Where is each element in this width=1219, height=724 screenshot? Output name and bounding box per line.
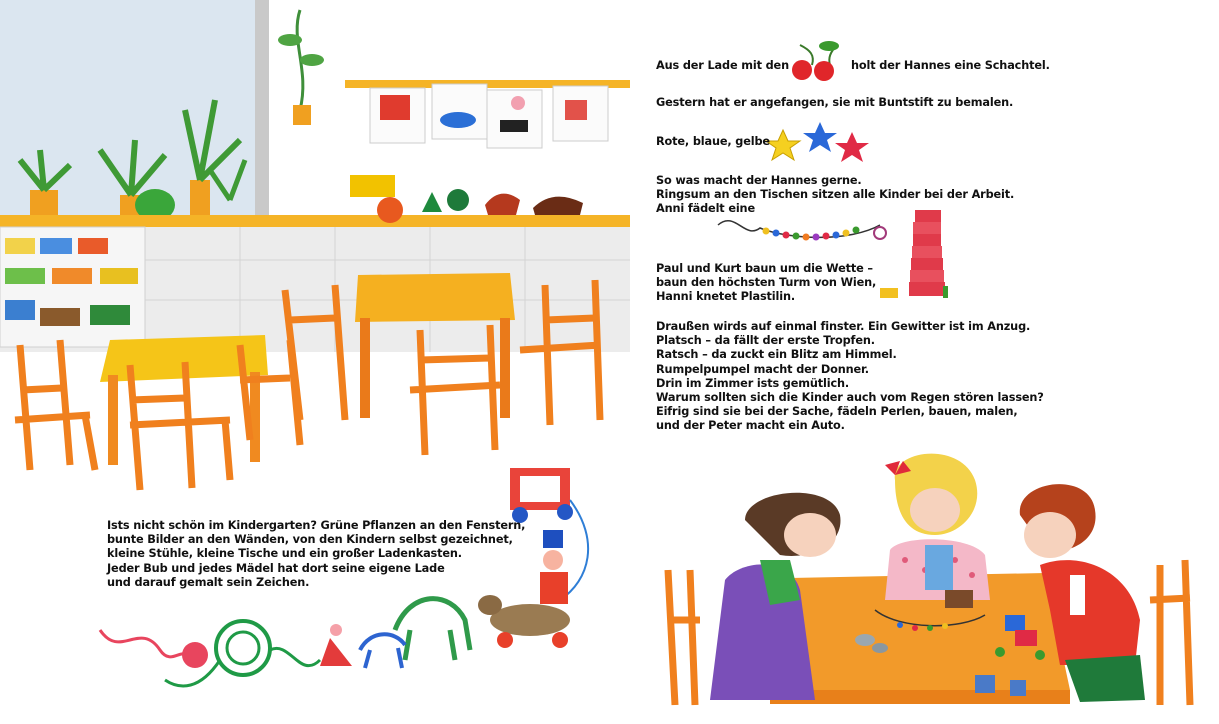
para3-line: Hanni knetet Plastilin. bbox=[656, 290, 795, 304]
para4-line: und der Peter macht ein Auto. bbox=[656, 419, 845, 433]
toy-dog bbox=[490, 604, 570, 636]
para4-line: Drin im Zimmer ists gemütlich. bbox=[656, 376, 850, 390]
para3-line: Paul und Kurt baun um die Wette – bbox=[656, 262, 873, 275]
cherries-icon bbox=[792, 41, 839, 81]
bead-necklace bbox=[718, 221, 886, 241]
drawing-house-roof bbox=[380, 95, 410, 120]
window-frame bbox=[255, 0, 269, 225]
para4-line: Draußen wirds auf einmal finster. Ein Gewitter ist im Anzug. bbox=[656, 320, 1031, 333]
yellow-star bbox=[766, 130, 800, 160]
back-table-top bbox=[355, 273, 515, 322]
left-paragraph bbox=[107, 519, 525, 590]
left-line: bunte Bilder an den Wänden, von den Kindern selbst gezeichnet, bbox=[107, 533, 513, 547]
back-table-leg-l bbox=[360, 318, 370, 418]
para4-line: Warum sollten sich die Kinder auch vom Regen stören lassen? bbox=[656, 391, 1044, 405]
para4-line: Eifrig sind sie bei der Sache, fädeln Perlen, bauen, malen, bbox=[656, 405, 1018, 419]
para4-line: Rumpelpumpel macht der Donner. bbox=[656, 362, 869, 376]
right-paragraph-3 bbox=[656, 262, 876, 305]
right-line1-b: holt der Hannes eine Schachtel. bbox=[851, 59, 1050, 72]
toy-doll-head bbox=[330, 624, 342, 636]
wall-drawings bbox=[370, 84, 608, 148]
star-icons bbox=[766, 122, 869, 162]
front-table-leg-r bbox=[250, 372, 260, 462]
back-table-leg-r bbox=[500, 318, 510, 418]
drawing-town-house bbox=[565, 100, 587, 120]
left-line: Ists nicht schön im Kindergarten? Grüne Pflanzen an den Fenstern, bbox=[107, 519, 526, 532]
children-scene bbox=[668, 454, 1190, 705]
red-star bbox=[835, 132, 869, 162]
drawer-cabinet bbox=[0, 227, 630, 352]
blue-star bbox=[803, 122, 837, 152]
yarn-thread-red bbox=[100, 630, 185, 657]
yarn-ball-red bbox=[182, 642, 208, 668]
yarn-ball-green bbox=[216, 621, 270, 675]
drawing-plant bbox=[432, 84, 487, 139]
para4-line: Platsch – da fällt der erste Tropfen. bbox=[656, 334, 875, 348]
toy-puppet-head bbox=[543, 550, 563, 570]
left-line: kleine Stühle, kleine Tische und ein großer Ladenkasten. bbox=[107, 547, 462, 561]
right-line3: Rote, blaue, gelbe bbox=[656, 135, 770, 148]
toy-horse bbox=[395, 599, 470, 660]
front-table-leg-l bbox=[108, 375, 118, 465]
right-paragraph-2 bbox=[656, 174, 1014, 217]
shelf-top bbox=[0, 215, 630, 227]
para2-line: Anni fädelt eine bbox=[656, 202, 755, 216]
para2-line: So was macht der Hannes gerne. bbox=[656, 174, 862, 187]
toy-horse-small bbox=[360, 634, 405, 668]
left-line: Jeder Bub und jedes Mädel hat dort seine eigene Lade bbox=[107, 561, 445, 575]
para2-line: Ringsum an den Tischen sitzen alle Kinder bei der Arbeit. bbox=[656, 188, 1015, 202]
drawing-plant-pot bbox=[440, 112, 476, 128]
drawing-horse-body bbox=[500, 120, 528, 132]
toy-puppet-hat bbox=[543, 530, 563, 548]
right-line2: Gestern hat er angefangen, sie mit Buntstift zu bemalen. bbox=[656, 96, 1014, 109]
left-line: und darauf gemalt sein Zeichen. bbox=[107, 575, 310, 589]
block-tower bbox=[880, 210, 948, 298]
para3-line: baun den höchsten Turm von Wien, bbox=[656, 276, 877, 290]
right-line1-a: Aus der Lade mit den bbox=[656, 59, 789, 72]
drawing-rider bbox=[511, 96, 525, 110]
para4-line: Ratsch – da zuckt ein Blitz am Himmel. bbox=[656, 348, 897, 362]
toy-puppet-body bbox=[540, 572, 568, 604]
right-paragraph-4 bbox=[656, 320, 1044, 434]
girl-center bbox=[885, 454, 990, 600]
